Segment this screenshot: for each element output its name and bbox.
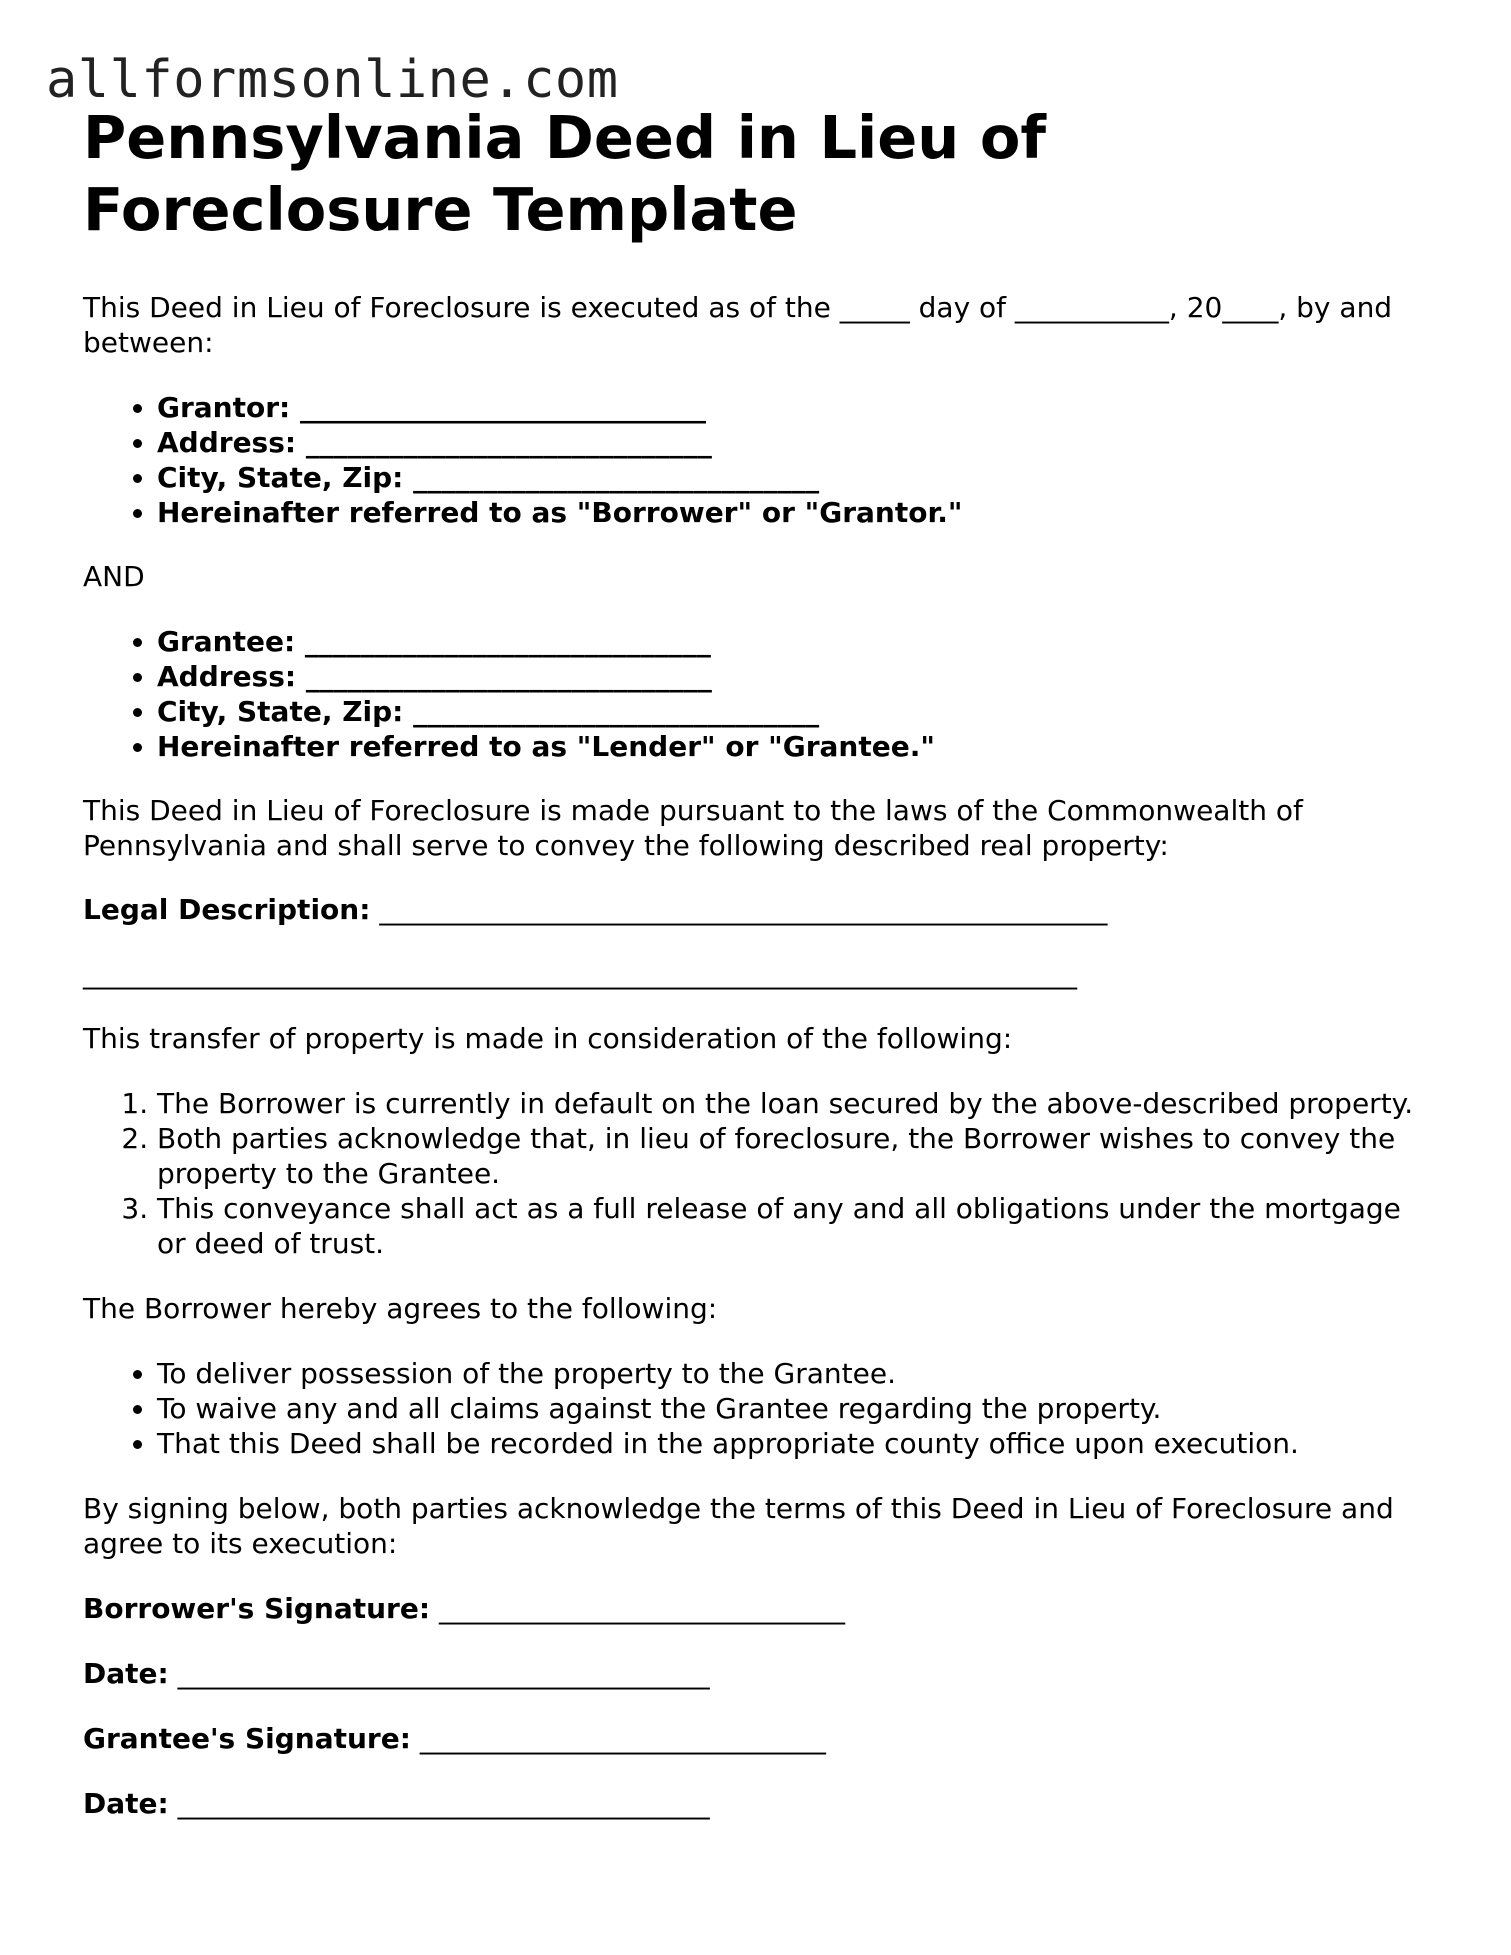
- grantor-referred-as: • Hereinafter referred to as "Borrower" or "Grantor.": [157, 495, 1423, 530]
- grantee-signature-label: Grantee's Signature:: [83, 1722, 411, 1755]
- consideration-list: [83, 1086, 1423, 1261]
- list-item: 1. The Borrower is currently in default on the loan secured by the above-described property.: [157, 1086, 1423, 1121]
- grantee-date-line: ______________________________________: [177, 1787, 710, 1820]
- legal-description-line: ____________________________________________________: [379, 893, 1108, 926]
- borrower-signature-line: _____________________________: [438, 1592, 845, 1625]
- list-item: 3. This conveyance shall act as a full release of any and all obligations under the mortgage or deed of trust.: [157, 1191, 1423, 1261]
- grantor-address-field: • Address: _____________________________: [157, 425, 1423, 460]
- transfer-intro: This transfer of property is made in consideration of the following:: [83, 1022, 1013, 1055]
- page-title: Pennsylvania Deed in Lieu of Foreclosure Template: [83, 103, 1047, 244]
- list-item: 2. Both parties acknowledge that, in lieu of foreclosure, the Borrower wishes to convey the property to the Grantee.: [157, 1121, 1423, 1191]
- grantor-name-field: • Grantor: _____________________________: [157, 390, 1423, 425]
- borrower-date-label: Date:: [83, 1657, 169, 1690]
- intro-paragraph: This Deed in Lieu of Foreclosure is executed as of the _____ day of ___________, 20____, by and between:: [83, 291, 1393, 359]
- list-item: • To waive any and all claims against the Grantee regarding the property.: [157, 1391, 1423, 1426]
- conveyance-paragraph: This Deed in Lieu of Foreclosure is made pursuant to the laws of the Commonwealth of Pennsylvania and shall serve to convey the following described real property:: [83, 794, 1303, 862]
- legal-description-field: [83, 892, 1423, 927]
- agreement-list: [83, 1356, 1423, 1461]
- grantee-name-field: • Grantee: _____________________________: [157, 624, 1423, 659]
- grantee-signature-line: _____________________________: [419, 1722, 826, 1755]
- grantor-city-state-zip-field: • City, State, Zip: _____________________________: [157, 460, 1423, 495]
- grantee-date-label: Date:: [83, 1787, 169, 1820]
- and-separator: AND: [83, 560, 145, 593]
- grantee-address-field: • Address: _____________________________: [157, 659, 1423, 694]
- borrower-date-field: [83, 1656, 1423, 1691]
- grantee-date-field: [83, 1786, 1423, 1821]
- borrower-signature-field: [83, 1591, 1423, 1626]
- signing-intro: By signing below, both parties acknowledge the terms of this Deed in Lieu of Foreclosure and agree to its execution:: [83, 1492, 1394, 1560]
- list-item: • To deliver possession of the property to the Grantee.: [157, 1356, 1423, 1391]
- borrower-signature-label: Borrower's Signature:: [83, 1592, 431, 1625]
- grantee-signature-field: [83, 1721, 1423, 1756]
- legal-description-label: Legal Description:: [83, 893, 371, 926]
- list-item: • That this Deed shall be recorded in the appropriate county office upon execution.: [157, 1426, 1423, 1461]
- document-body: [83, 102, 1423, 1821]
- agreement-intro: The Borrower hereby agrees to the following:: [83, 1292, 718, 1325]
- borrower-date-line: ______________________________________: [177, 1657, 710, 1690]
- watermark-text: allformsonline.com: [46, 50, 619, 110]
- grantor-list: [83, 390, 1423, 530]
- grantee-referred-as: • Hereinafter referred to as "Lender" or "Grantee.": [157, 729, 1423, 764]
- grantee-list: [83, 624, 1423, 764]
- grantee-city-state-zip-field: • City, State, Zip: _____________________________: [157, 694, 1423, 729]
- legal-description-continuation: _______________________________________________________________________: [83, 957, 1077, 990]
